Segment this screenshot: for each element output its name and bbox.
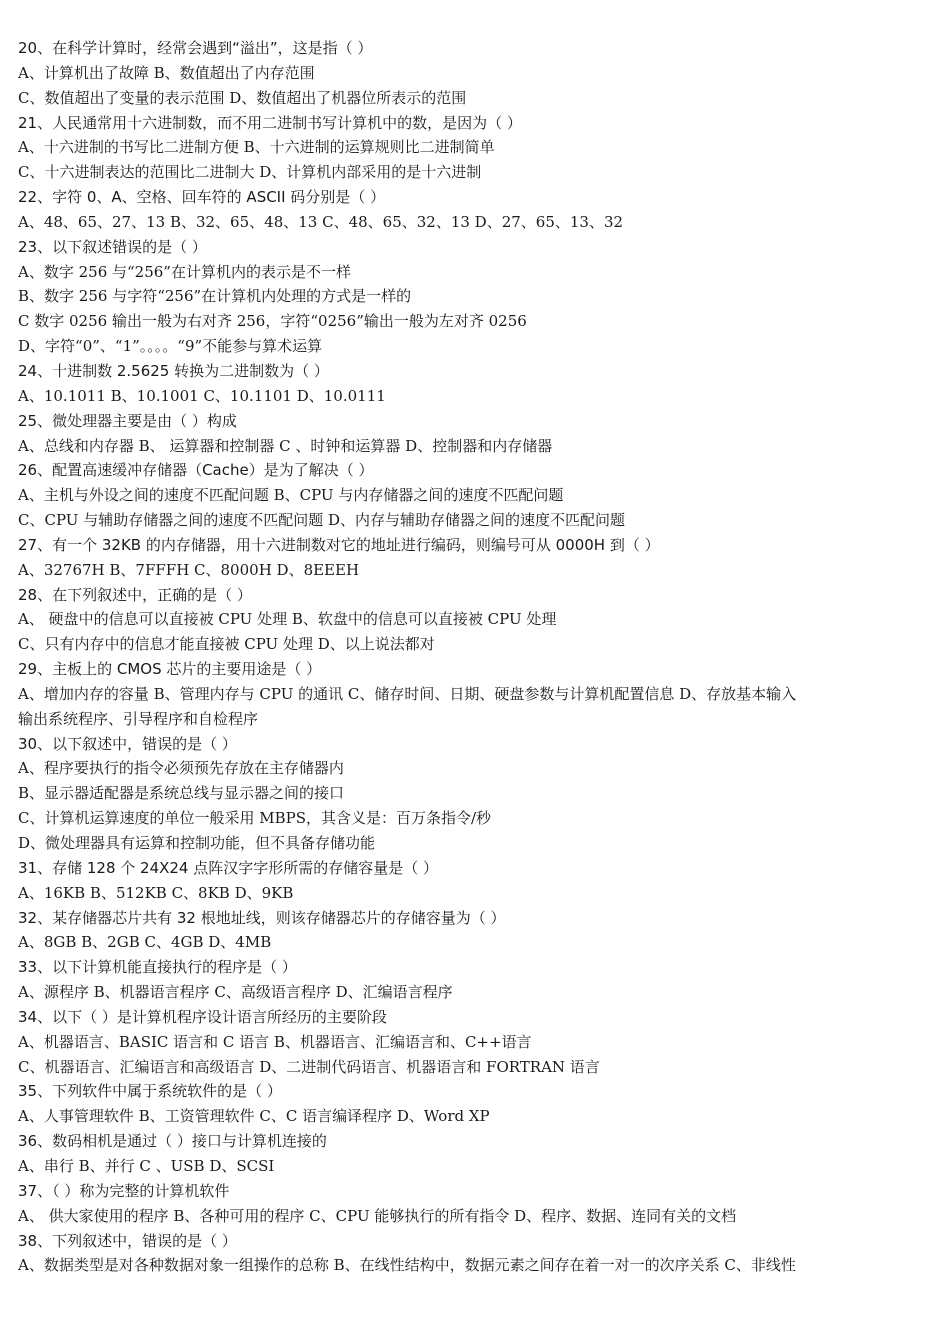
question-line: 31、存储 128 个 24X24 点阵汉字字形所需的存储容量是（ ） — [18, 858, 439, 877]
question-line: 20、在科学计算时，经常会遇到“溢出”，这是指（ ） — [18, 39, 373, 57]
option-line: A、十六进制的书写比二进制方便 B、十六进制的运算规则比二进制简单 — [18, 138, 495, 157]
question-line: 23、以下叙述错误的是（ ） — [18, 237, 207, 256]
option-line: C、机器语言、汇编语言和高级语言 D、二进制代码语言、机器语言和 FORTRAN 语言 — [18, 1057, 600, 1076]
option-line: D、微处理器具有运算和控制功能，但不具备存储功能 — [18, 834, 376, 852]
option-line: D、字符“0”、“1”。。。。“9”不能参与算术运算 — [18, 337, 323, 356]
option-line: A、10.1011 B、10.1001 C、10.1101 D、10.0111 — [18, 386, 386, 405]
option-line: C 数字 0256 输出一般为右对齐 256，字符“0256”输出一般为左对齐 0256 — [18, 312, 527, 331]
option-line: A、32767H B、7FFFH C、8000H D、8EEEH — [18, 560, 360, 579]
question-line: 21、人民通常用十六进制数，而不用二进制书写计算机中的数，是因为（ ） — [18, 113, 522, 132]
question-line: 27、有一个 32KB 的内存储器，用十六进制数对它的地址进行编码，则编号可从 0000H 到（ ） — [18, 535, 660, 554]
option-line: A、16KB B、512KB C、8KB D、9KB — [18, 883, 294, 902]
question-line: 30、以下叙述中，错误的是（ ） — [18, 734, 237, 753]
question-line: 36、数码相机是通过（ ）接口与计算机连接的 — [18, 1132, 327, 1151]
option-line: C、数值超出了变量的表示范围 D、数值超出了机器位所表示的范围 — [18, 88, 467, 107]
option-line: A、 供大家使用的程序 B、各种可用的程序 C、CPU 能够执行的所有指令 D、程序、数据、连同有关的文档 — [18, 1206, 737, 1225]
option-line: A、数字 256 与“256”在计算机内的表示是不一样 — [18, 262, 351, 281]
question-line: 26、配置高速缓冲存储器（Cache）是为了解决（ ） — [18, 461, 374, 480]
option-line: C、只有内存中的信息才能直接被 CPU 处理 D、以上说法都对 — [18, 635, 435, 654]
option-line: A、主机与外设之间的速度不匹配问题 B、CPU 与内存储器之间的速度不匹配问题 — [18, 486, 564, 505]
option-line: C、十六进制表达的范围比二进制大 D、计算机内部采用的是十六进制 — [18, 163, 482, 182]
option-line: A、串行 B、并行 C 、USB D、SCSI — [18, 1156, 275, 1175]
option-line: A、程序要执行的指令必须预先存放在主存储器内 — [18, 759, 344, 778]
question-line: 32、某存储器芯片共有 32 根地址线，则该存储器芯片的存储容量为（ ） — [18, 908, 506, 927]
option-line: B、显示器适配器是系统总线与显示器之间的接口 — [18, 784, 345, 803]
question-line: 28、在下列叙述中，正确的是（ ） — [18, 585, 252, 604]
option-line: A、人事管理软件 B、工资管理软件 C、C 语言编译程序 D、Word XP — [18, 1107, 490, 1126]
option-line: A、数据类型是对各种数据对象一组操作的总称 B、在线性结构中，数据元素之间存在着一对一的次序关系 C、非线性 — [18, 1256, 796, 1275]
option-line: A、计算机出了故障 B、数值超出了内存范围 — [18, 63, 315, 82]
option-line: B、数字 256 与字符“256”在计算机内处理的方式是一样的 — [18, 287, 412, 306]
question-line: 33、以下计算机能直接执行的程序是（ ） — [18, 958, 297, 977]
option-line: C、CPU 与辅助存储器之间的速度不匹配问题 D、内存与辅助存储器之间的速度不匹配问题 — [18, 511, 625, 530]
question-line: 34、以下（ ）是计算机程序设计语言所经历的主要阶段 — [18, 1007, 387, 1026]
question-line: 29、主板上的 CMOS 芯片的主要用途是（ ） — [18, 660, 322, 679]
question-line: 37、（ ）称为完整的计算机软件 — [18, 1181, 230, 1200]
question-line: 22、字符 0、A、空格、回车符的 ASCII 码分别是（ ） — [18, 188, 386, 207]
option-line: A、48、65、27、13 B、32、65、48、13 C、48、65、32、13 D、27、65、13、32 — [18, 212, 624, 231]
option-line: A、增加内存的容量 B、管理内存与 CPU 的通讯 C、储存时间、日期、硬盘参数与计算机配置信息 D、存放基本输入 — [18, 684, 797, 703]
option-line: 输出系统程序、引导程序和自检程序 — [18, 709, 259, 728]
question-line: 35、下列软件中属于系统软件的是（ ） — [18, 1082, 282, 1101]
exam-page — [18, 36, 932, 1278]
question-line: 25、微处理器主要是由（ ）构成 — [18, 411, 237, 430]
option-line: A、源程序 B、机器语言程序 C、高级语言程序 D、汇编语言程序 — [18, 983, 453, 1002]
option-line: A、 硬盘中的信息可以直接被 CPU 处理 B、软盘中的信息可以直接被 CPU 处理 — [18, 610, 557, 629]
option-line: C、计算机运算速度的单位一般采用 MBPS，其含义是：百万条指令/秒 — [18, 809, 492, 828]
option-line: A、8GB B、2GB C、4GB D、4MB — [18, 933, 272, 952]
question-line: 24、十进制数 2.5625 转换为二进制数为（ ） — [18, 361, 329, 380]
option-line: A、机器语言、BASIC 语言和 C 语言 B、机器语言、汇编语言和、C++语言 — [18, 1032, 532, 1051]
question-line: 38、下列叙述中，错误的是（ ） — [18, 1231, 237, 1250]
option-line: A、总线和内存器 B、 运算器和控制器 C 、时钟和运算器 D、控制器和内存储器 — [18, 436, 553, 455]
